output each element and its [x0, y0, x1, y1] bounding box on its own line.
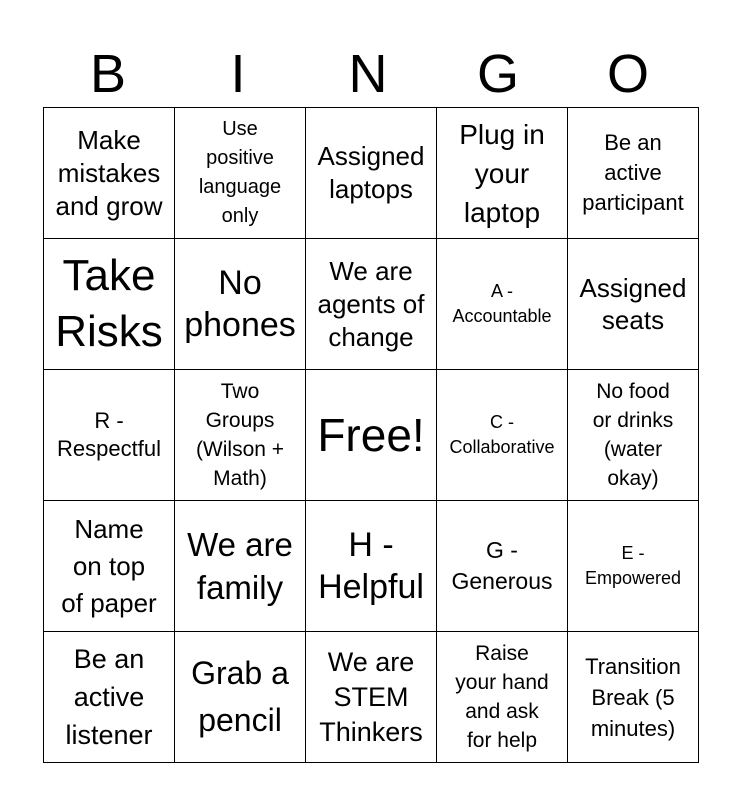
- bingo-cell[interactable]: [306, 108, 437, 239]
- bingo-cell[interactable]: [437, 239, 568, 370]
- cell-text: Be an active listener: [65, 644, 153, 750]
- cell-text: Assigned laptops: [317, 141, 425, 204]
- cell-text: A - Accountable: [452, 281, 552, 326]
- cell-text: H - Helpful: [318, 526, 424, 606]
- cell-text: Grab a pencil: [191, 655, 289, 738]
- header-letter-n: N: [348, 44, 388, 104]
- bingo-cell[interactable]: [175, 108, 306, 239]
- bingo-cell[interactable]: [175, 370, 306, 501]
- cell-text: Name on top of paper: [61, 513, 157, 618]
- cell-text: We are family: [187, 526, 293, 606]
- bingo-cell[interactable]: [306, 370, 437, 501]
- cell-text: C - Collaborative: [449, 412, 555, 457]
- bingo-cell[interactable]: [568, 632, 699, 763]
- cell-text: G - Generous: [451, 537, 553, 594]
- bingo-cell[interactable]: [568, 239, 699, 370]
- bingo-header: [43, 44, 693, 104]
- cell-text: Be an active participant: [582, 130, 684, 215]
- cell-text: No food or drinks (water okay): [592, 380, 674, 490]
- bingo-cell[interactable]: [175, 501, 306, 632]
- header-letter-g: G: [476, 44, 519, 104]
- header-letter-o: O: [606, 44, 649, 104]
- bingo-cell[interactable]: [44, 501, 175, 632]
- bingo-cell[interactable]: [44, 370, 175, 501]
- cell-text: Two Groups (Wilson + Math): [195, 380, 285, 490]
- cell-text: Take Risks: [55, 251, 163, 356]
- bingo-cell[interactable]: [44, 632, 175, 763]
- bingo-card: [43, 107, 699, 763]
- bingo-row: [44, 632, 699, 763]
- cell-text: Make mistakes and grow: [55, 124, 163, 221]
- bingo-cell[interactable]: [568, 108, 699, 239]
- bingo-cell[interactable]: [437, 108, 568, 239]
- bingo-cell[interactable]: [568, 501, 699, 632]
- bingo-cell[interactable]: [437, 501, 568, 632]
- header-letter-b: B: [89, 44, 127, 104]
- bingo-row: [44, 108, 699, 239]
- bingo-cell[interactable]: [437, 632, 568, 763]
- bingo-row: [44, 370, 699, 501]
- bingo-cell[interactable]: [175, 239, 306, 370]
- bingo-cell[interactable]: [306, 501, 437, 632]
- bingo-cell[interactable]: [175, 632, 306, 763]
- bingo-cell[interactable]: [306, 239, 437, 370]
- bingo-cell[interactable]: [44, 108, 175, 239]
- bingo-cell[interactable]: [568, 370, 699, 501]
- bingo-row: [44, 501, 699, 632]
- cell-text: E - Empowered: [584, 543, 682, 588]
- cell-text: Transition Break (5 minutes): [585, 653, 681, 741]
- cell-text: Free!: [317, 409, 425, 461]
- cell-text: No phones: [184, 264, 296, 344]
- bingo-cell[interactable]: [306, 632, 437, 763]
- cell-text: Use positive language only: [198, 118, 282, 227]
- bingo-row: [44, 239, 699, 370]
- bingo-cell[interactable]: [437, 370, 568, 501]
- cell-text: Assigned seats: [579, 273, 687, 335]
- cell-text: Plug in your laptop: [459, 118, 545, 228]
- cell-text: R - Respectful: [57, 408, 161, 461]
- cell-text: We are agents of change: [317, 255, 425, 352]
- bingo-cell[interactable]: [44, 239, 175, 370]
- cell-text: Raise your hand and ask for help: [455, 642, 549, 752]
- cell-text: We are STEM Thinkers: [319, 646, 423, 747]
- header-letter-i: I: [230, 44, 246, 104]
